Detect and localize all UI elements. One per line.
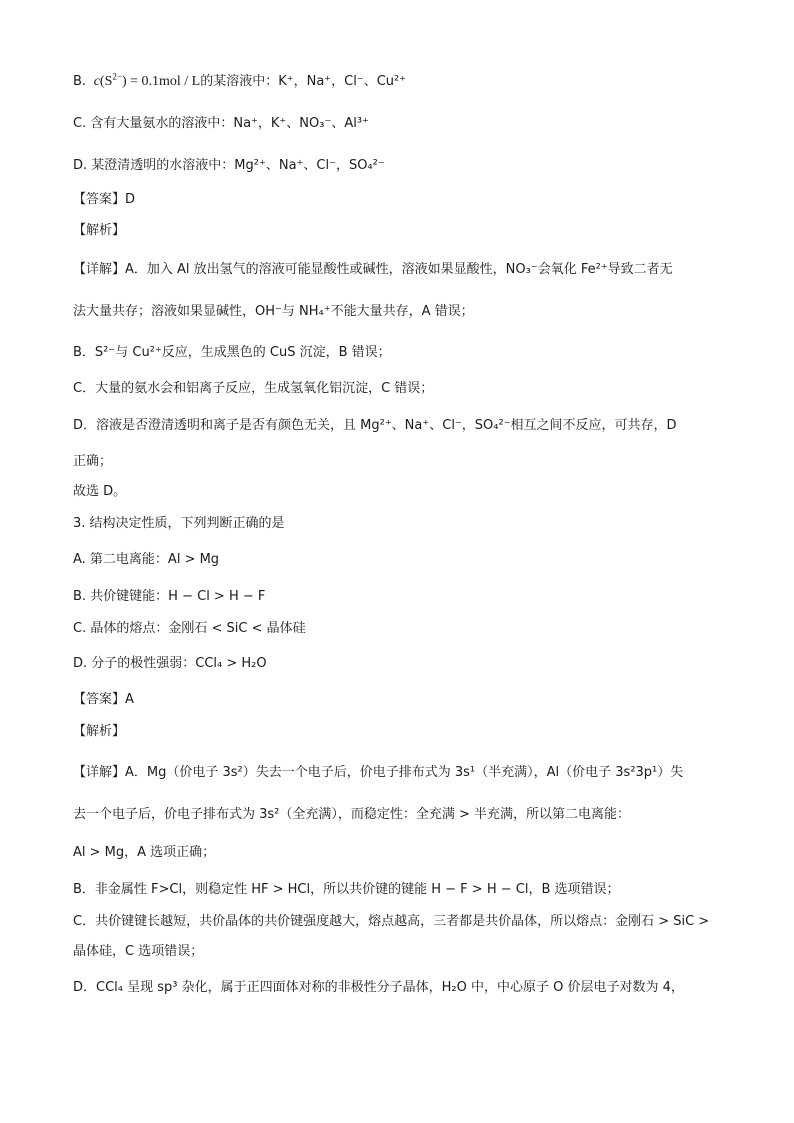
analysis-label-1: 【解析】	[73, 223, 126, 238]
option-d: D. 某澄清透明的水溶液中：Mg²⁺、Na⁺、Cl⁻，SO₄²⁻	[73, 158, 385, 173]
detail-2e: C．共价键键长越短，共价晶体的共价键强度越大，熔点越高，三者都是共价晶体，所以熔点：金刚石 > SiC >	[73, 914, 710, 929]
detail-1f: 正确；	[73, 454, 113, 469]
detail-2c: Al > Mg，A 选项正确；	[73, 845, 216, 860]
detail-2a: 【详解】A．Mg（价电子 3s²）失去一个电子后，价电子排布式为 3s¹（半充满），Al（价电子 3s²3p¹）失	[73, 765, 684, 780]
question-3-option-d: D. 分子的极性强弱：CCl₄ > H₂O	[73, 656, 267, 671]
concentration-formula: $c(S^{2-}) = 0.1mol / L$	[93, 71, 201, 89]
answer-label-2: 【答案】A	[73, 692, 134, 707]
detail-1g: 故选 D。	[73, 484, 127, 499]
detail-1b: 法大量共存；溶液如果显碱性，OH⁻与 NH₄⁺不能大量共存，A 错误；	[73, 304, 474, 319]
question-3-option-b: B. 共价键键能：H − Cl > H − F	[73, 589, 266, 604]
detail-1e: D．溶液是否澄清透明和离子是否有颜色无关，且 Mg²⁺、Na⁺、Cl⁻，SO₄²⁻相互之间不反应，可共存，D	[73, 418, 677, 433]
detail-2b: 去一个电子后，价电子排布式为 3s²（全充满），而稳定性：全充满 > 半充满，所以第二电离能：	[73, 807, 631, 822]
detail-1c: B．S²⁻与 Cu²⁺反应，生成黑色的 CuS 沉淀，B 错误；	[73, 345, 391, 360]
answer-label-1: 【答案】D	[73, 192, 136, 207]
detail-1d: C．大量的氨水会和铝离子反应，生成氢氧化铝沉淀，C 错误；	[73, 381, 434, 396]
option-b: B. $c(S^{2-}) = 0.1mol / L$的某溶液中：K⁺，Na⁺，Cl⁻、Cu²⁺	[73, 71, 407, 89]
detail-2d: B．非金属性 F>Cl，则稳定性 HF > HCl，所以共价键的键能 H − F > H − Cl，B 选项错误；	[73, 882, 620, 897]
detail-2f: 晶体硅，C 选项错误；	[73, 944, 204, 959]
question-3-option-a: A. 第二电离能：Al > Mg	[73, 552, 220, 567]
question-3: 3. 结构决定性质，下列判断正确的是	[73, 516, 285, 531]
question-3-option-c: C. 晶体的熔点：金刚石 < SiC < 晶体硅	[73, 621, 306, 636]
option-c: C. 含有大量氨水的溶液中：Na⁺，K⁺、NO₃⁻、Al³⁺	[73, 116, 369, 131]
analysis-label-2: 【解析】	[73, 724, 126, 739]
detail-2g: D．CCl₄ 呈现 sp³ 杂化，属于正四面体对称的非极性分子晶体，H₂O 中，中心原子 O 价层电子对数为 4，	[73, 980, 684, 995]
detail-1a: 【详解】A．加入 Al 放出氢气的溶液可能显酸性或碱性，溶液如果显酸性，NO₃⁻会氧化 Fe²⁺导致二者无	[73, 262, 673, 277]
